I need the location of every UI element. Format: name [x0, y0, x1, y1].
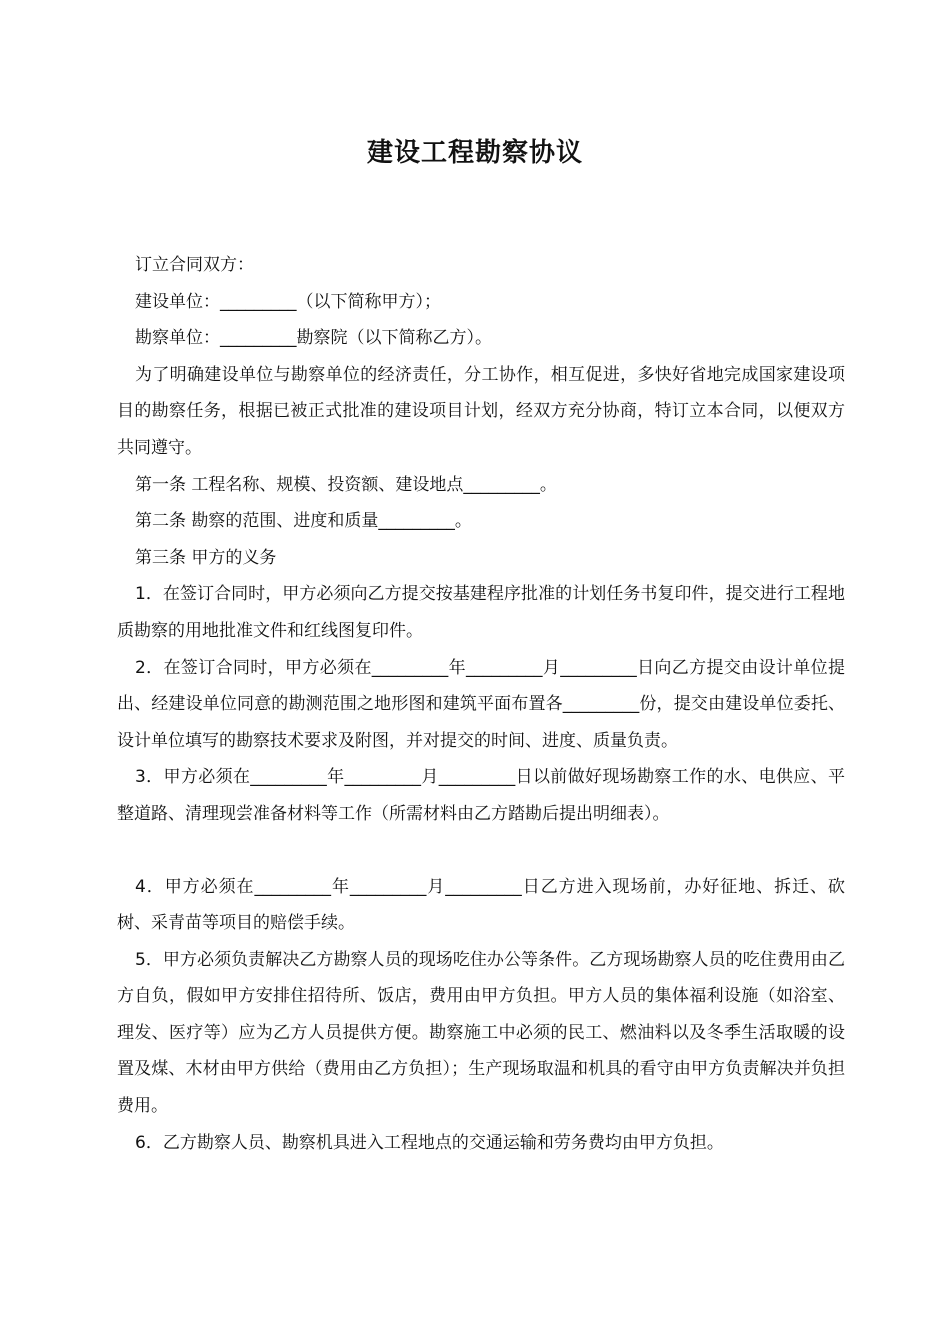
- clause-3: 3．甲方必须在_________年_________月_________日以前做好现场勘察工作的水、电供应、平整道路、清理现尝准备材料等工作（所需材料由乙方踏勘后提出明细表）。: [117, 767, 845, 824]
- clause-1: 1．在签订合同时，甲方必须向乙方提交按基建程序批准的计划任务书复印件，提交进行工程地质勘察的用地批准文件和红线图复印件。: [117, 584, 845, 641]
- clause-4: 4．甲方必须在_________年_________月_________日乙方进入现场前，办好征地、拆迁、砍树、采青苗等项目的赔偿手续。: [117, 876, 845, 934]
- parties-heading: 订立合同双方：: [135, 255, 254, 275]
- clause-5: 5．甲方必须负责解决乙方勘察人员的现场吃住办公等条件。乙方现场勘察人员的吃住费用由乙方自负，假如甲方安排住招待所、饭店，费用由甲方负担。甲方人员的集体福利设施（如浴室、理发、医疗等）应为乙方人员提供方便。勘察施工中必须的民工、燃油料以及冬季生活取暖的设置及煤、木材由甲方供给（费用由乙方负担）；生产现场取温和机具的看守由甲方负责解决并负担费用。: [117, 949, 845, 1117]
- preamble-paragraph: 为了明确建设单位与勘察单位的经济责任，分工协作，相互促进，多快好省地完成国家建设项目的勘察任务，根据已被正式批准的建设项目计划，经双方充分协商，特订立本合同，以便双方共同遵守。: [117, 364, 845, 458]
- article-3-heading: 第三条 甲方的义务: [135, 547, 277, 568]
- article-1: 第一条 工程名称、规模、投资额、建设地点_________。: [135, 474, 557, 495]
- clause-6: 6．乙方勘察人员、勘察机具进入工程地点的交通运输和劳务费均由甲方负担。: [135, 1132, 724, 1153]
- clause-2: 2．在签订合同时，甲方必须在_________年_________月_________日向乙方提交由设计单位提出、经建设单位同意的勘测范围之地形图和建筑平面布置各_________份，提交由建设单位委托、设计单位填写的勘察技术要求及附图，并对提交的时间、进度、质量负责。: [117, 657, 845, 751]
- party-a-line: 建设单位：_________（以下简称甲方）；: [135, 291, 441, 312]
- party-b-line: 勘察单位：_________勘察院（以下简称乙方）。: [135, 328, 492, 349]
- document-title: 建设工程勘察协议: [366, 138, 583, 168]
- article-2: 第二条 勘察的范围、进度和质量_________。: [135, 511, 472, 532]
- document-body: [117, 247, 845, 1161]
